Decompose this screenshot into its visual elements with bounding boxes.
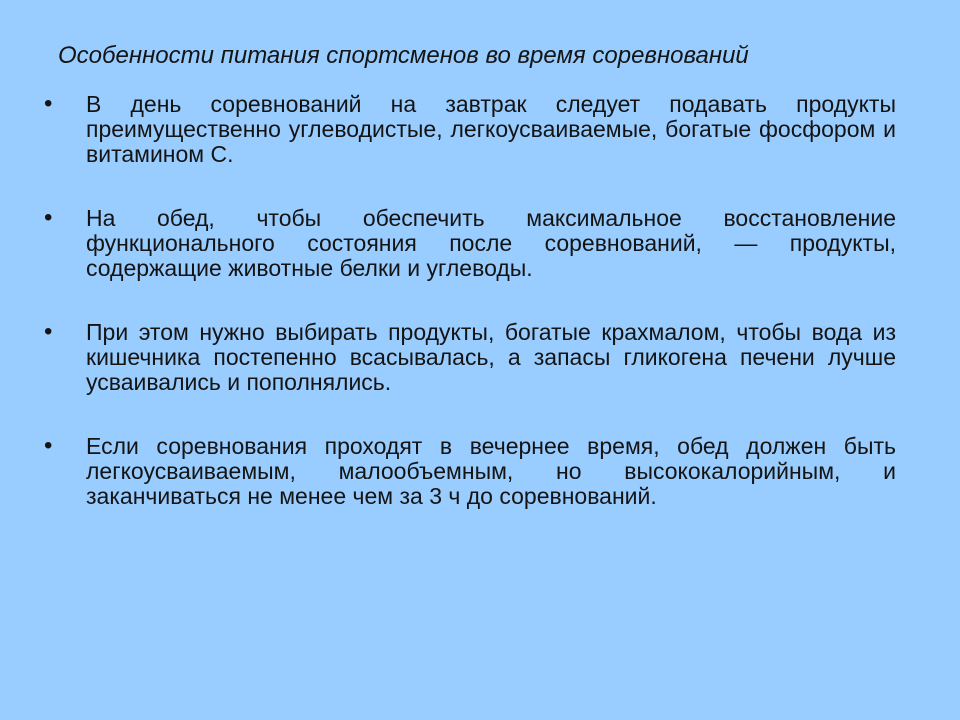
slide-title: Особенности питания спортсменов во время соревнований [58, 42, 749, 69]
bullet-dot-icon: • [44, 432, 53, 459]
bullet-text: Если соревнования проходят в вечернее время, обед должен быть легкоусваиваемым, малообъемным, но высококалорийным, и заканчиваться не менее чем за 3 ч до соревнований. [86, 433, 896, 509]
bullet-list [36, 92, 896, 548]
bullet-item-breakfast [36, 92, 896, 167]
bullet-text: При этом нужно выбирать продукты, богатые крахмалом, чтобы вода из кишечника постепенно всасывалась, а запасы гликогена печени лучше усваивались и пополнялись. [86, 319, 896, 395]
bullet-item-evening [36, 434, 896, 509]
bullet-text: На обед, чтобы обеспечить максимальное восстановление функционального состояния после соревнований, — продукты, содержащие животные белки и углеводы. [86, 205, 896, 281]
bullet-dot-icon: • [44, 204, 53, 231]
bullet-text: В день соревнований на завтрак следует подавать продукты преимущественно углеводистые, легкоусваиваемые, богатые фосфором и витамином С. [86, 91, 896, 167]
bullet-dot-icon: • [44, 318, 53, 345]
bullet-item-lunch [36, 206, 896, 281]
bullet-item-starch [36, 320, 896, 395]
bullet-dot-icon: • [44, 90, 53, 117]
